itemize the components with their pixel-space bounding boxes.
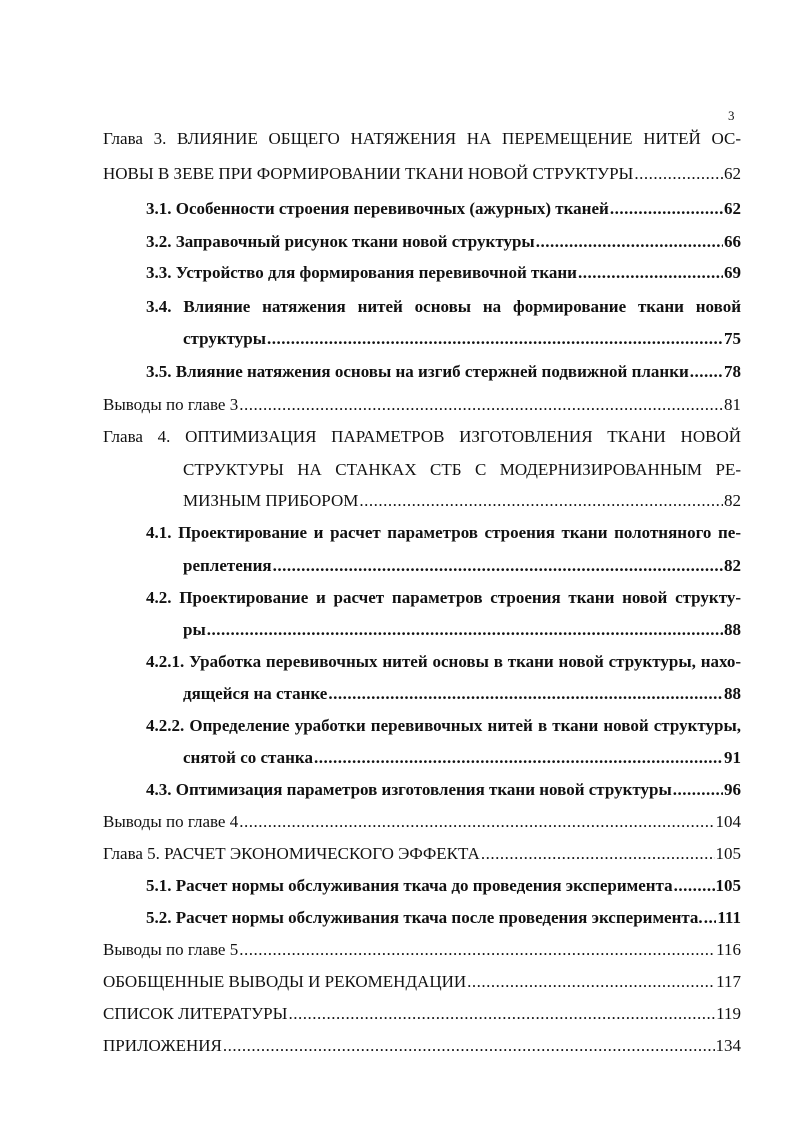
toc-entry-appendices[interactable] [103,1035,741,1057]
toc-entry-page: 62 [724,199,741,218]
toc-entry-3-3[interactable] [146,262,741,284]
toc-leader-dots [690,361,723,383]
toc-entry-chapter-3-title-cont[interactable] [103,163,741,185]
toc-leader-dots [314,747,723,769]
toc-entry-4-2[interactable] [146,587,741,609]
toc-leader-dots [359,490,723,512]
toc-entry-page: 75 [724,329,741,348]
toc-entry-4-2-cont[interactable] [183,619,741,641]
toc-entry-page: 119 [716,1004,741,1023]
toc-entry-page: 88 [724,684,741,703]
toc-entry-text: дящейся на станке [183,684,328,703]
toc-entry-chapter-4-title-cont[interactable] [183,459,741,481]
toc-entry-text: СПИСОК ЛИТЕРАТУРЫ [103,1004,288,1023]
toc-entry-text: 4.2.2. Определение уработки перевивочных нитей в ткани новой структуры, [146,716,741,735]
toc-entry-text: структуры [183,329,266,348]
toc-leader-dots [288,1003,715,1025]
toc-entry-text: Глава 3. ВЛИЯНИЕ ОБЩЕГО НАТЯЖЕНИЯ НА ПЕРЕМЕЩЕНИЕ НИТЕЙ ОС- [103,129,741,148]
toc-entry-page: 96 [724,780,741,799]
toc-entry-text: 5.1. Расчет нормы обслуживания ткача до проведения эксперимента [146,876,673,895]
toc-entry-text: ры [183,620,206,639]
toc-entry-4-3[interactable] [146,779,741,801]
toc-entry-page: 105 [715,844,741,863]
toc-leader-dots [207,619,723,641]
toc-entry-page: 134 [715,1036,741,1055]
toc-entry-text: Глава 5. РАСЧЕТ ЭКОНОМИЧЕСКОГО ЭФФЕКТА [103,844,480,863]
toc-entry-text: НОВЫ В ЗЕВЕ ПРИ ФОРМИРОВАНИИ ТКАНИ НОВОЙ СТРУКТУРЫ [103,164,634,183]
toc-entry-text: 3.3. Устройство для формирования перевивочной ткани [146,263,577,282]
toc-entry-text: 4.1. Проектирование и расчет параметров строения ткани полотняного пе- [146,523,741,542]
toc-entry-5-1[interactable] [146,875,741,897]
toc-entry-5-2[interactable] [146,907,741,929]
toc-entry-conclusions-4[interactable] [103,811,741,833]
toc-entry-text: Выводы по главе 4 [103,812,239,831]
toc-entry-text: ПРИЛОЖЕНИЯ [103,1036,222,1055]
toc-entry-4-2-1[interactable] [146,651,741,673]
toc-entry-page: 69 [724,263,741,282]
toc-entry-text: СТРУКТУРЫ НА СТАНКАХ СТБ С МОДЕРНИЗИРОВАННЫМ РЕ- [183,460,741,479]
toc-entry-text: Выводы по главе 3 [103,395,239,414]
toc-leader-dots [674,875,715,897]
toc-entry-text: 3.1. Особенности строения перевивочных (ажурных) тканей [146,199,609,218]
toc-leader-dots [267,328,723,350]
toc-entry-page: 116 [716,940,741,959]
toc-entry-text: 3.4. Влияние натяжения нитей основы на формирование ткани новой [146,297,741,316]
toc-entry-4-2-1-cont[interactable] [183,683,741,705]
toc-entry-text: 4.3. Оптимизация параметров изготовления ткани новой структуры [146,780,672,799]
toc-entry-page: 82 [724,556,741,575]
toc-entry-page: 81 [724,395,741,414]
toc-leader-dots [578,262,723,284]
toc-entry-chapter-4-title-end[interactable] [183,490,741,512]
toc-entry-3-4-cont[interactable] [183,328,741,350]
toc-entry-text: 3.2. Заправочный рисунок ткани новой структуры [146,232,535,251]
toc-entry-chapter-5-title[interactable] [103,843,741,865]
toc-entry-page: 111 [717,908,741,927]
toc-entry-3-2[interactable] [146,231,741,253]
toc-entry-references[interactable] [103,1003,741,1025]
toc-entry-page: 88 [724,620,741,639]
toc-entry-text: 4.2.1. Уработка перевивочных нитей основы в ткани новой структуры, нахо- [146,652,741,671]
toc-leader-dots [223,1035,715,1057]
toc-entry-text: Глава 4. ОПТИМИЗАЦИЯ ПАРАМЕТРОВ ИЗГОТОВЛЕНИЯ ТКАНИ НОВОЙ [103,427,741,446]
toc-leader-dots [328,683,723,705]
toc-entry-3-5[interactable] [146,361,741,383]
toc-leader-dots [273,555,723,577]
toc-entry-conclusions-3[interactable] [103,394,741,416]
toc-entry-text: реплетения [183,556,272,575]
toc-entry-text: 3.5. Влияние натяжения основы на изгиб стержней подвижной планки [146,362,689,381]
toc-entry-chapter-4-title[interactable] [103,426,741,448]
toc-leader-dots [536,231,723,253]
toc-entry-text: МИЗНЫМ ПРИБОРОМ [183,491,359,510]
toc-entry-page: 105 [715,876,741,895]
toc-entry-page: 91 [724,748,741,767]
toc-entry-4-2-2-cont[interactable] [183,747,741,769]
toc-entry-4-2-2[interactable] [146,715,741,737]
toc-leader-dots [634,163,723,185]
toc-entry-general-conclusions[interactable] [103,971,741,993]
toc-entry-text: снятой со станка [183,748,313,767]
page-number: 3 [728,108,735,123]
toc-leader-dots [673,779,723,801]
toc-entry-page: 78 [724,362,741,381]
toc-leader-dots [610,198,723,220]
toc-entry-text: ОБОБЩЕННЫЕ ВЫВОДЫ И РЕКОМЕНДАЦИИ [103,972,467,991]
toc-leader-dots [239,939,715,961]
toc-entry-3-1[interactable] [146,198,741,220]
toc-leader-dots [704,907,717,929]
toc-entry-page: 104 [715,812,741,831]
toc-leader-dots [239,394,723,416]
toc-entry-text: Выводы по главе 5 [103,940,239,959]
toc-leader-dots [467,971,715,993]
toc-entry-4-1-cont[interactable] [183,555,741,577]
toc-entry-page: 66 [724,232,741,251]
toc-entry-text: 4.2. Проектирование и расчет параметров строения ткани новой структу- [146,588,741,607]
toc-entry-page: 117 [716,972,741,991]
toc-entry-3-4[interactable] [146,296,741,318]
toc-leader-dots [239,811,714,833]
toc-entry-page: 82 [724,491,741,510]
toc-entry-chapter-3-title[interactable] [103,128,741,150]
toc-entry-text: 5.2. Расчет нормы обслуживания ткача после проведения эксперимента. [146,908,703,927]
toc-leader-dots [481,843,715,865]
toc-entry-page: 62 [724,164,741,183]
toc-entry-4-1[interactable] [146,522,741,544]
toc-entry-conclusions-5[interactable] [103,939,741,961]
